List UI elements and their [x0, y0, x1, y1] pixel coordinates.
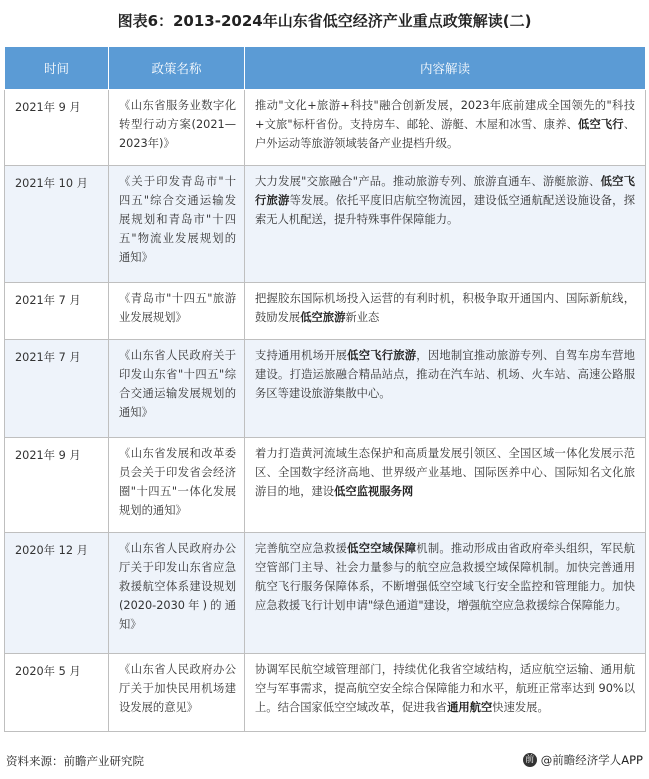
cell-policy: 《山东省人民政府办公厅关于加快民用机场建设发展的意见》	[109, 654, 245, 732]
cell-time: 2020年 5 月	[5, 654, 109, 732]
cell-policy: 《山东省服务业数字化转型行动方案(2021—2023年)》	[109, 90, 245, 166]
cell-time: 2020年 12 月	[5, 533, 109, 654]
cell-policy: 《青岛市"十四五"旅游业发展规划》	[109, 283, 245, 340]
cell-time: 2021年 7 月	[5, 283, 109, 340]
cell-content: 把握胶东国际机场投入运营的有利时机，积极争取开通国内、国际新航线，鼓励发展低空旅游新业态	[245, 283, 646, 340]
table-header-row	[5, 47, 646, 90]
cell-content: 支持通用机场开展低空飞行旅游，因地制宜推动旅游专列、自驾车房车营地建设。打造运旅融合精品站点，推动在汽车站、机场、火车站、高速公路服务区等建设旅游集散中心。	[245, 340, 646, 438]
cell-policy: 《山东省人民政府办公厅关于印发山东省应急救援航空体系建设规划(2020-2030年)的通知》	[109, 533, 245, 654]
brand-label: @前瞻经济学人APP	[540, 753, 643, 767]
header-policy: 政策名称	[109, 47, 245, 90]
brand-logo-icon: 前	[523, 753, 537, 767]
cell-time: 2021年 9 月	[5, 438, 109, 533]
table-row	[5, 340, 646, 438]
source-note: 资料来源：前瞻产业研究院	[6, 754, 144, 768]
brand-credit	[523, 752, 643, 768]
cell-time: 2021年 9 月	[5, 90, 109, 166]
cell-policy: 《关于印发青岛市"十四五"综合交通运输发展规划和青岛市"十四五"物流业发展规划的通知》	[109, 166, 245, 283]
header-time: 时间	[5, 47, 109, 90]
table-row	[5, 438, 646, 533]
table-row	[5, 166, 646, 283]
cell-content: 协调军民航空域管理部门，持续优化我省空域结构，适应航空运输、通用航空与军事需求，提高航空安全综合保障能力和水平，航班正常率达到 90%以上。结合国家低空空域改革，促进我省通用航空快速发展。	[245, 654, 646, 732]
cell-content: 大力发展"交旅融合"产品。推动旅游专列、旅游直通车、游艇旅游、低空飞行旅游等发展。依托平度旧店航空物流园，建设低空通航配送设施设备，探索无人机配送，提升特殊事件保障能力。	[245, 166, 646, 283]
table-row	[5, 654, 646, 732]
cell-time: 2021年 10 月	[5, 166, 109, 283]
cell-time: 2021年 7 月	[5, 340, 109, 438]
policy-table	[4, 46, 646, 732]
cell-content: 推动"文化+旅游+科技"融合创新发展，2023年底前建成全国领先的"科技+文旅"标杆省份。支持房车、邮轮、游艇、木屋和冰雪、康养、低空飞行、户外运动等旅游领域装备产业提档升级。	[245, 90, 646, 166]
cell-content: 完善航空应急救援低空空域保障机制。推动形成由省政府牵头组织，军民航空管部门主导、社会力量参与的航空应急救援空域保障机制。加快完善通用航空飞行服务保障体系，不断增强低空空域飞行安全监控和管理能力。加快应急救援飞行计划申请"绿色通道"建设，增强航空应急救援综合保障能力。	[245, 533, 646, 654]
chart-title: 图表6：2013-2024年山东省低空经济产业重点政策解读(二)	[117, 12, 532, 30]
table-row	[5, 533, 646, 654]
cell-policy: 《山东省人民政府关于印发山东省"十四五"综合交通运输发展规划的通知》	[109, 340, 245, 438]
cell-content: 着力打造黄河流域生态保护和高质量发展引领区、全国区域一体化发展示范区、全国数字经济高地、世界级产业基地、国际医养中心、国际知名文化旅游目的地，建设低空监视服务网	[245, 438, 646, 533]
table-row	[5, 283, 646, 340]
header-content: 内容解读	[245, 47, 646, 90]
table-row	[5, 90, 646, 166]
cell-policy: 《山东省发展和改革委员会关于印发省会经济圈"十四五"一体化发展规划的通知》	[109, 438, 245, 533]
